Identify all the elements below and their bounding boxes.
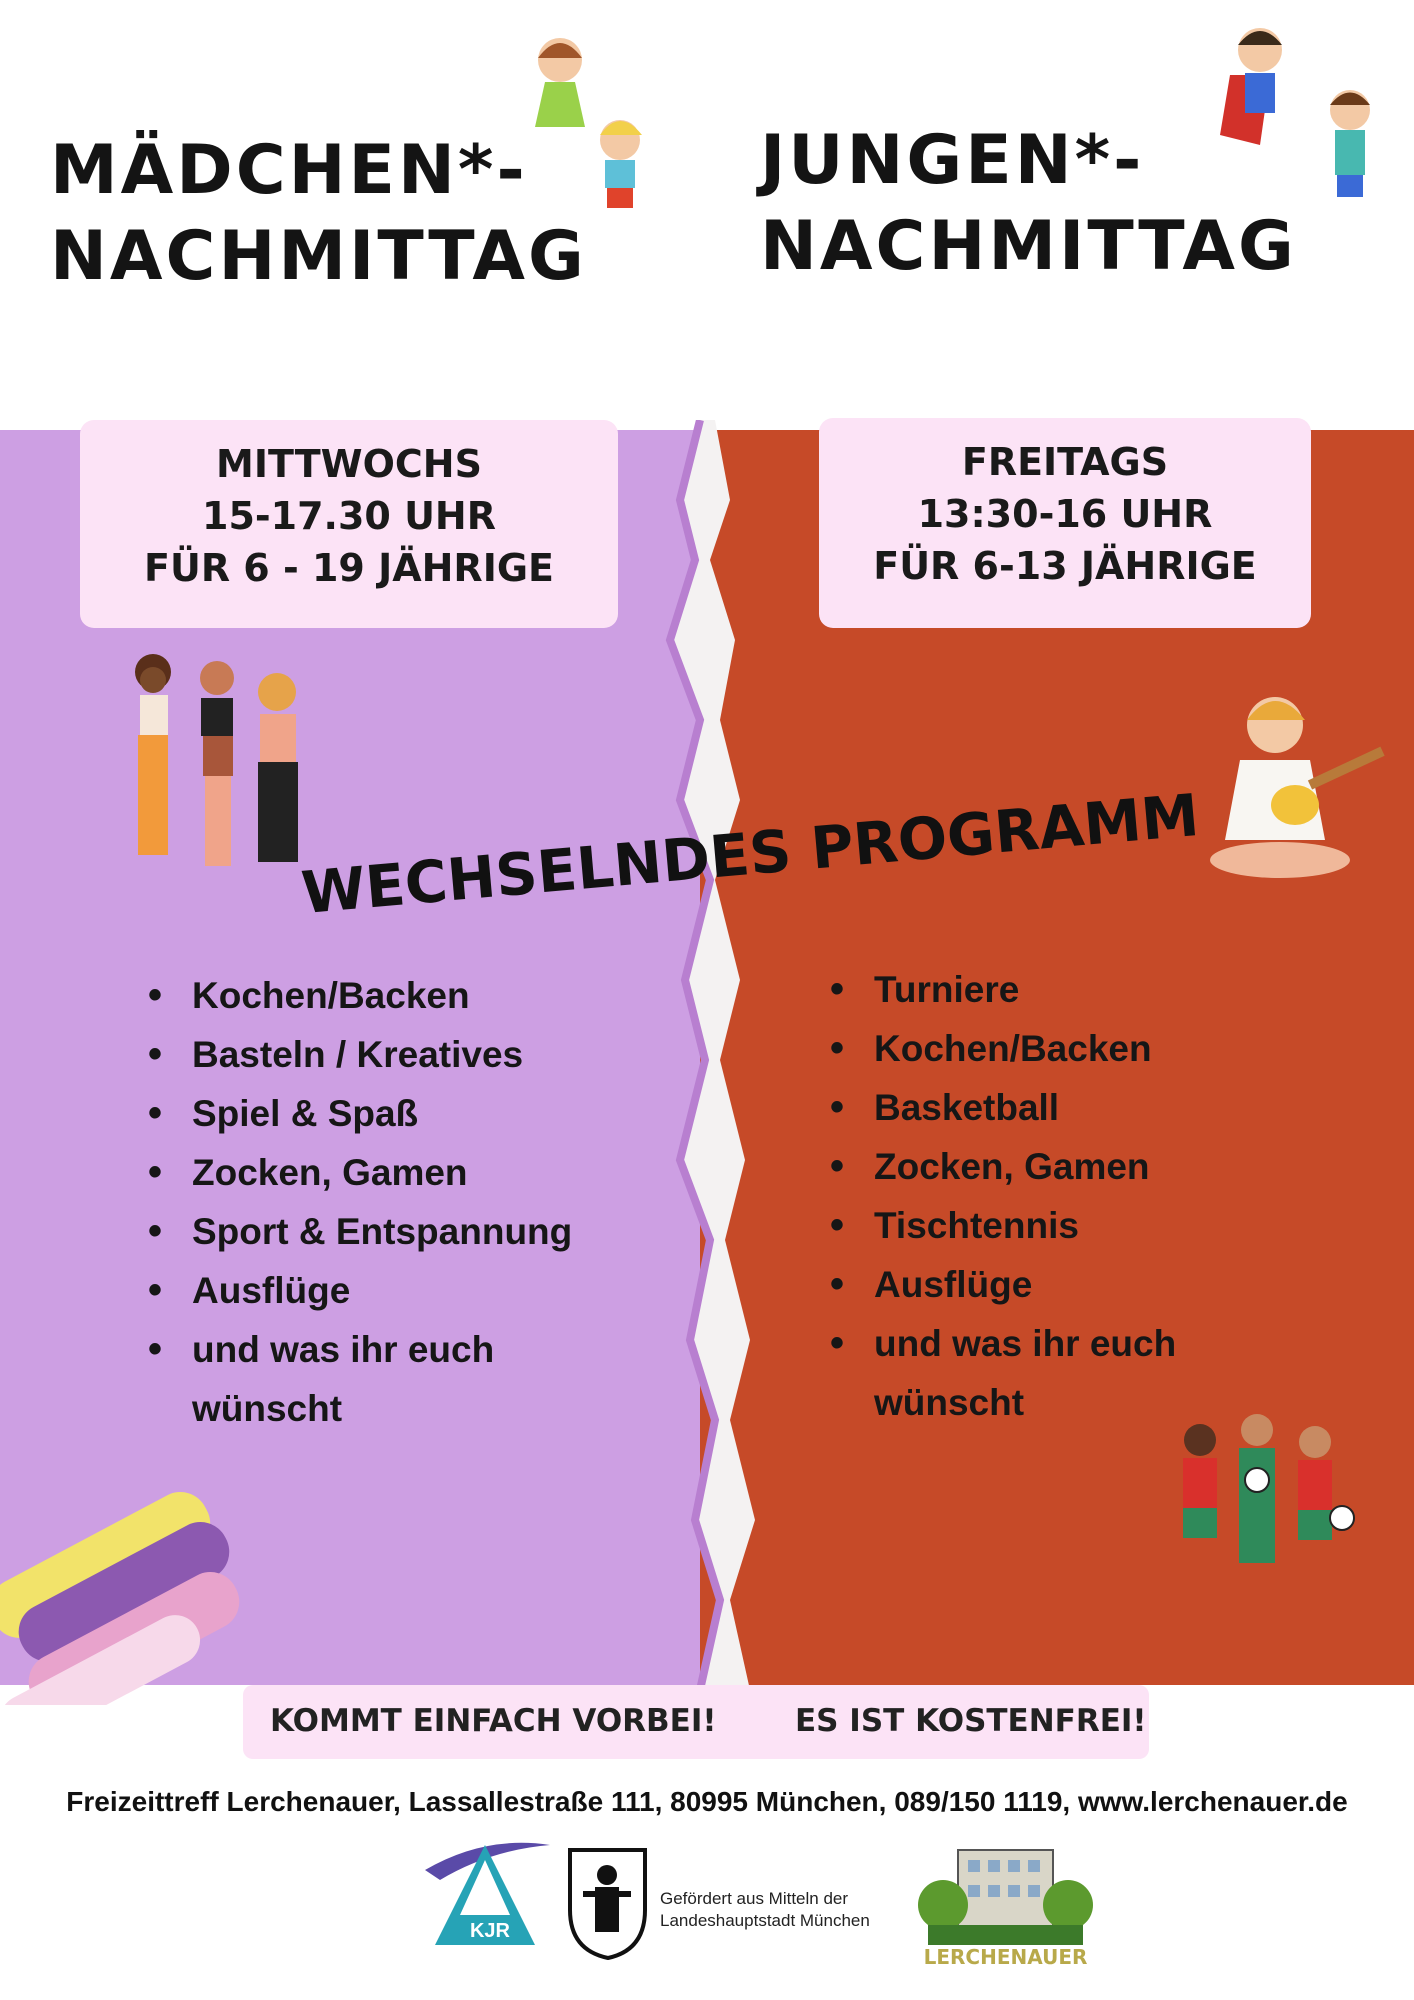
girls-schedule-box bbox=[80, 420, 618, 628]
kjr-logo bbox=[415, 1840, 555, 1960]
dancing-girls-illustration bbox=[490, 20, 670, 230]
football-players-illustration bbox=[1145, 1410, 1370, 1615]
come-by-text: KOMMT EINFACH VORBEI! bbox=[270, 1703, 717, 1739]
list-item: • Zocken, Gamen bbox=[148, 1143, 688, 1202]
three-girls-illustration bbox=[105, 650, 325, 885]
girls-activities-list bbox=[148, 966, 688, 1438]
sponsor-text bbox=[660, 1888, 870, 1932]
girls-title-line2: NACHMITTAG bbox=[50, 217, 587, 296]
list-item: • Zocken, Gamen bbox=[830, 1137, 1370, 1196]
list-item: • Ausflüge bbox=[148, 1261, 688, 1320]
munich-coat-of-arms-icon bbox=[565, 1845, 650, 1960]
list-item: • und was ihr euch wünscht bbox=[148, 1320, 582, 1438]
list-item: • Sport & Entspannung bbox=[148, 1202, 688, 1261]
boys-title-line1: JUNGEN*- bbox=[760, 121, 1145, 200]
list-item: • Tischtennis bbox=[830, 1196, 1370, 1255]
list-item: • Spiel & Spaß bbox=[148, 1084, 688, 1143]
changing-program-banner: WECHSELNDES PROGRAMM bbox=[298, 780, 1202, 928]
list-item: • Turniere bbox=[830, 960, 1370, 1019]
boys-activities-list bbox=[830, 960, 1370, 1432]
boys-day: FREITAGS bbox=[961, 440, 1169, 484]
list-item: • Kochen/Backen bbox=[148, 966, 688, 1025]
yoga-mats-illustration bbox=[0, 1415, 245, 1705]
footer-bar bbox=[243, 1685, 1149, 1759]
list-item: • und was ihr euch wünscht bbox=[830, 1314, 1264, 1432]
lerchenauer-logo bbox=[918, 1840, 1093, 1980]
girls-time: 15-17.30 UHR bbox=[202, 494, 496, 538]
list-item: • Kochen/Backen bbox=[830, 1019, 1370, 1078]
list-item: • Basteln / Kreatives bbox=[148, 1025, 688, 1084]
kjr-logo-text: KJR bbox=[469, 1920, 510, 1942]
sponsor-line2: Landeshauptstadt München bbox=[660, 1911, 870, 1930]
list-item: • Ausflüge bbox=[830, 1255, 1370, 1314]
boys-ages: FÜR 6-13 JÄHRIGE bbox=[873, 544, 1257, 588]
boy-with-guitar-illustration bbox=[1200, 685, 1400, 890]
boys-title-line2: NACHMITTAG bbox=[760, 207, 1297, 286]
boys-time: 13:30-16 UHR bbox=[917, 492, 1213, 536]
sponsor-line1: Gefördert aus Mitteln der bbox=[660, 1889, 849, 1908]
lerchenauer-logo-text: LERCHENAUER bbox=[923, 1945, 1088, 1969]
list-item: • Basketball bbox=[830, 1078, 1370, 1137]
free-text: ES IST KOSTENFREI! bbox=[795, 1703, 1147, 1739]
address: Freizeittreff Lerchenauer, Lassallestraße 111, 80995 München, 089/150 1119, www.lerchenauer.de bbox=[66, 1786, 1348, 1817]
boys-schedule-box bbox=[819, 418, 1311, 628]
girls-day: MITTWOCHS bbox=[216, 442, 482, 486]
girls-ages: FÜR 6 - 19 JÄHRIGE bbox=[144, 546, 554, 590]
superhero-boys-illustration bbox=[1210, 15, 1400, 235]
girls-title-line1: MÄDCHEN*- bbox=[50, 131, 528, 210]
